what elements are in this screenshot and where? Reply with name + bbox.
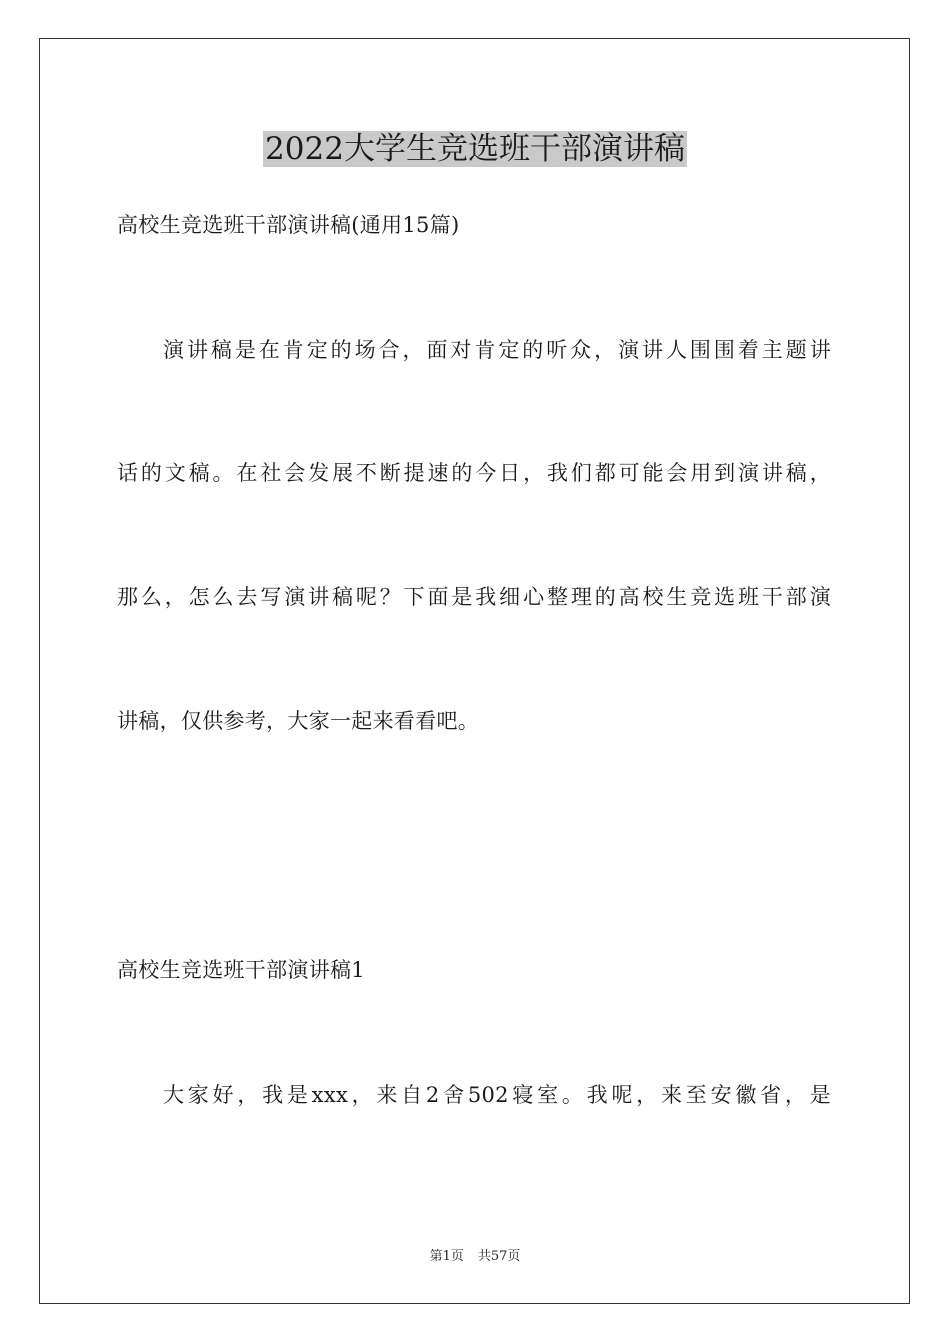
- document-title-text: 2022大学生竞选班干部演讲稿: [265, 131, 685, 167]
- total-pages: 共57页: [477, 1249, 521, 1264]
- intro-line-2: 话的文稿。在社会发展不断提速的今日，我们都可能会用到演讲稿，: [117, 461, 831, 485]
- section-heading: 高校生竞选班干部演讲稿1: [117, 958, 365, 982]
- document-title: [0, 128, 950, 170]
- intro-line-1: 演讲稿是在肯定的场合，面对肯定的听众，演讲人围围着主题讲: [163, 338, 831, 362]
- page-footer: [0, 1248, 950, 1266]
- section-first-line: 大家好，我是xxx，来自2舍502寝室。我呢，来至安徽省，是: [163, 1083, 831, 1107]
- document-subtitle: 高校生竞选班干部演讲稿(通用15篇): [117, 213, 460, 237]
- intro-line-4: 讲稿，仅供参考，大家一起来看看吧。: [117, 709, 480, 733]
- page-number: 第1页: [429, 1249, 464, 1264]
- intro-line-3: 那么，怎么去写演讲稿呢？下面是我细心整理的高校生竞选班干部演: [117, 585, 831, 609]
